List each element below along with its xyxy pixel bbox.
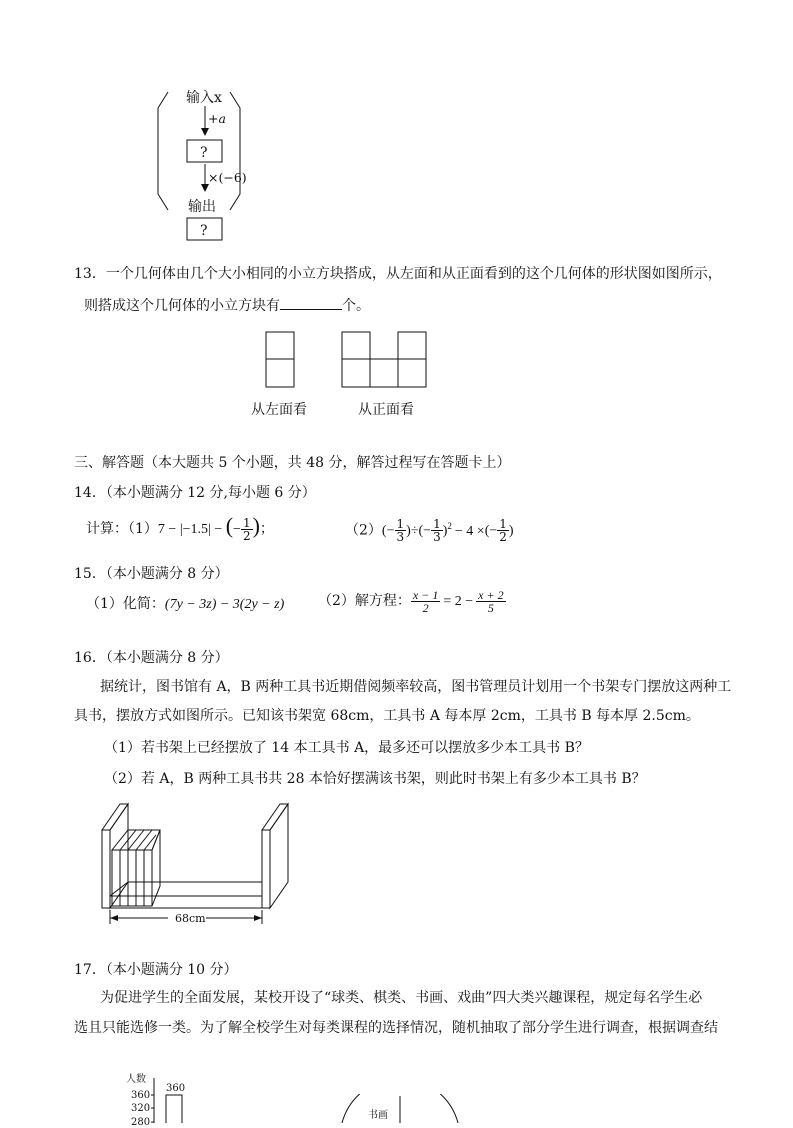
q15-lhs-frac: $\frac{x - 1}{2}$	[412, 587, 439, 615]
flow-box1-text: ?	[200, 145, 208, 161]
flow-step1-op: +a	[208, 111, 226, 126]
q17-header: 17．（本小题满分 10 分）	[74, 962, 238, 978]
q15-p1-label: （1）化简：	[86, 596, 165, 612]
flow-step2-op: ×(−6)	[208, 170, 247, 185]
q14-p1-paren: (	[225, 513, 234, 538]
q14-p2-label: （2）	[345, 522, 382, 539]
flow-box2-text: ?	[200, 223, 208, 239]
paren: )	[508, 523, 514, 539]
q16-sub1: （1）若书架上已经摆放了 14 本工具书 A，最多还可以摆放多少本工具书 B？	[104, 740, 589, 756]
front-view-cell	[370, 359, 398, 387]
flow-output-label: 输出	[188, 199, 216, 215]
q15-part2	[318, 586, 506, 617]
front-view-label: 从正面看	[358, 402, 414, 418]
left-view-label: 从左面看	[251, 402, 307, 418]
shelf-width-label: 68cm	[175, 912, 206, 925]
q14-part2	[345, 511, 514, 547]
q14-frac-third-b: $\frac{1}{3}$	[433, 517, 441, 545]
left-view-cell	[266, 332, 294, 359]
paren: (	[418, 523, 424, 539]
paren: (	[381, 523, 387, 539]
q13-views-figure	[260, 328, 430, 390]
pie-label: 书画	[368, 1110, 388, 1121]
q14-minus: −	[233, 522, 241, 537]
q16-para2: 具书，摆放方式如图所示。已知该书架宽 68cm，工具书 A 每本厚 2cm，工具书 B 每本厚 2.5cm。	[74, 708, 700, 724]
exponent: 2	[447, 521, 452, 531]
q14-part1	[86, 511, 274, 545]
divide-sign: ÷	[410, 523, 419, 539]
q14-frac-third-a: $\frac{1}{3}$	[396, 517, 405, 545]
q14-header: 14．（本小题满分 12 分,每小题 6 分）	[74, 485, 316, 501]
paren: (	[484, 523, 490, 539]
section3-title: 三、解答题（本大题共 5 个小题，共 48 分，解答过程写在答题卡上）	[74, 455, 511, 471]
q15-rhs-frac: $\frac{x + 2}{5}$	[478, 587, 504, 615]
q13-line2	[84, 297, 370, 314]
q14-p1-expr: 7 − |−1.5| −	[157, 522, 226, 537]
y-tick-label: 280	[131, 1117, 151, 1128]
shelf-right-board	[262, 830, 270, 908]
bar	[166, 1095, 182, 1123]
q17-para2: 选且只能选修一类。为了解全校学生对每类课程的选择情况，随机抽取了部分学生进行调查，根据调查结	[74, 1020, 718, 1036]
paren: )	[442, 523, 448, 539]
front-view-cell	[342, 359, 370, 387]
paren: )	[406, 523, 411, 539]
q13-line2-suffix: 个。	[342, 298, 370, 314]
bookshelf-figure	[98, 802, 296, 928]
q13-line2-prefix: 则搭成这个几何体的小立方块有	[84, 298, 280, 314]
q15-eq: = 2 −	[443, 594, 474, 609]
q13-line1: 13．一个几何体由几个大小相同的小立方块搭成，从左面和从正面看到的这个几何体的形状图如图所示，	[74, 266, 722, 282]
q14-frac-half: $\frac{1}{2}$	[242, 515, 251, 543]
minus: −	[489, 523, 498, 539]
shelf-left-board	[102, 830, 110, 908]
q14-p2-tail: − 4 ×	[454, 523, 485, 539]
q14-p1-paren-close: )	[252, 513, 260, 538]
q14-calc-label: 计算：（1）	[86, 521, 158, 537]
q16-header: 16．（本小题满分 8 分）	[74, 650, 229, 666]
y-tick-label: 320	[131, 1103, 151, 1114]
flow-input-label: 输入x	[186, 90, 222, 106]
q14-frac-half-b: $\frac{1}{2}$	[499, 517, 507, 545]
minus: −	[423, 523, 432, 539]
pie-chart	[330, 1094, 470, 1123]
front-view-cell	[398, 359, 426, 387]
y-tick-label: 360	[131, 1090, 151, 1101]
q15-p2-label: （2）解方程：	[318, 593, 411, 609]
q15-part1	[86, 596, 284, 613]
chart-ylabel: 人数	[126, 1074, 146, 1085]
answer-blank	[280, 297, 342, 310]
front-view-cell	[398, 332, 426, 359]
q15-p1-expr: (7y − 3z) − 3(2y − z)	[164, 597, 285, 612]
q16-sub2: （2）若 A，B 两种工具书共 28 本恰好摆满该书架，则此时书架上有多少本工具书 B？	[104, 771, 646, 787]
q14-semicolon: ；	[259, 521, 274, 537]
chart-bar-label: 360	[166, 1083, 186, 1094]
q15-header: 15．（本小题满分 8 分）	[74, 566, 229, 582]
q16-para1: 据统计，图书馆有 A，B 两种工具书近期借阅频率较高，图书管理员计划用一个书架专门摆放这两种工	[100, 679, 732, 695]
minus: −	[386, 523, 395, 539]
front-view-cell	[342, 332, 370, 359]
q17-para1: 为促进学生的全面发展，某校开设了“球类、棋类、书画、戏曲”四大类兴趣课程，规定每名学生必	[100, 990, 703, 1006]
left-view-cell	[266, 359, 294, 387]
